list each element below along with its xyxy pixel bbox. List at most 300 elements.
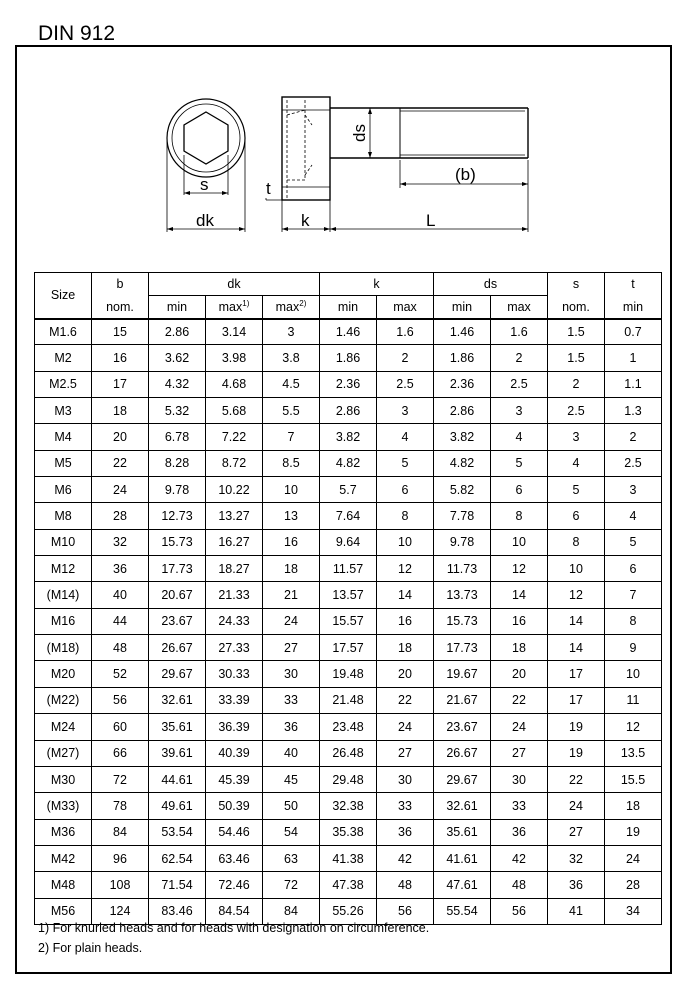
document-title: DIN 912 xyxy=(38,22,116,45)
value-cell: 16.27 xyxy=(206,529,263,555)
value-cell: 21.48 xyxy=(320,687,377,713)
value-cell: 3 xyxy=(548,424,605,450)
value-cell: 27.33 xyxy=(206,635,263,661)
value-cell: 36 xyxy=(377,819,434,845)
value-cell: 18 xyxy=(263,556,320,582)
table-row xyxy=(35,450,662,476)
value-cell: 5 xyxy=(491,450,548,476)
value-cell: 24 xyxy=(92,477,149,503)
value-cell: 1.86 xyxy=(434,345,491,371)
value-cell: 47.61 xyxy=(434,872,491,898)
value-cell: 1.46 xyxy=(434,319,491,345)
value-cell: 4 xyxy=(491,424,548,450)
value-cell: 36 xyxy=(92,556,149,582)
table-body xyxy=(35,319,662,925)
value-cell: 21.67 xyxy=(434,687,491,713)
dim-label-s: s xyxy=(200,175,209,194)
size-cell: (M33) xyxy=(35,793,92,819)
value-cell: 26.67 xyxy=(434,740,491,766)
value-cell: 15 xyxy=(92,319,149,345)
value-cell: 10 xyxy=(548,556,605,582)
value-cell: 41.38 xyxy=(320,845,377,871)
value-cell: 84 xyxy=(263,898,320,924)
value-cell: 5.32 xyxy=(149,398,206,424)
value-cell: 29.67 xyxy=(434,766,491,792)
footnote-1: 1) For knurled heads and for heads with designation on circumference. xyxy=(38,921,430,935)
value-cell: 33 xyxy=(491,793,548,819)
dim-label-dk: dk xyxy=(196,211,214,230)
size-cell: (M18) xyxy=(35,635,92,661)
value-cell: 50 xyxy=(263,793,320,819)
value-cell: 10 xyxy=(377,529,434,555)
value-cell: 36 xyxy=(263,714,320,740)
size-cell: M36 xyxy=(35,819,92,845)
value-cell: 63.46 xyxy=(206,845,263,871)
dim-label-k: k xyxy=(301,211,310,230)
value-cell: 7 xyxy=(263,424,320,450)
value-cell: 3.82 xyxy=(434,424,491,450)
size-cell: M6 xyxy=(35,477,92,503)
value-cell: 13 xyxy=(263,503,320,529)
table-row xyxy=(35,687,662,713)
value-cell: 78 xyxy=(92,793,149,819)
dim-label-ds: ds xyxy=(350,124,369,142)
value-cell: 32.61 xyxy=(434,793,491,819)
value-cell: 6 xyxy=(377,477,434,503)
value-cell: 71.54 xyxy=(149,872,206,898)
value-cell: 14 xyxy=(377,582,434,608)
value-cell: 4 xyxy=(605,503,662,529)
value-cell: 24 xyxy=(605,845,662,871)
size-cell: M8 xyxy=(35,503,92,529)
size-cell: M42 xyxy=(35,845,92,871)
size-cell: (M14) xyxy=(35,582,92,608)
value-cell: 62.54 xyxy=(149,845,206,871)
subheader-ds-max: max xyxy=(491,296,548,319)
value-cell: 124 xyxy=(92,898,149,924)
size-cell: M3 xyxy=(35,398,92,424)
value-cell: 36.39 xyxy=(206,714,263,740)
value-cell: 44 xyxy=(92,608,149,634)
value-cell: 12 xyxy=(548,582,605,608)
table-row xyxy=(35,398,662,424)
value-cell: 14 xyxy=(548,608,605,634)
value-cell: 23.48 xyxy=(320,714,377,740)
value-cell: 9 xyxy=(605,635,662,661)
table-row xyxy=(35,872,662,898)
value-cell: 1.3 xyxy=(605,398,662,424)
value-cell: 1.46 xyxy=(320,319,377,345)
value-cell: 2.36 xyxy=(320,371,377,397)
value-cell: 10.22 xyxy=(206,477,263,503)
table-row xyxy=(35,477,662,503)
value-cell: 22 xyxy=(491,687,548,713)
value-cell: 55.54 xyxy=(434,898,491,924)
value-cell: 35.38 xyxy=(320,819,377,845)
value-cell: 5.68 xyxy=(206,398,263,424)
value-cell: 48 xyxy=(92,635,149,661)
bolt-technical-drawing xyxy=(0,0,691,270)
table-row xyxy=(35,819,662,845)
value-cell: 16 xyxy=(491,608,548,634)
value-cell: 13.73 xyxy=(434,582,491,608)
header-ds: ds xyxy=(434,273,548,296)
value-cell: 4 xyxy=(548,450,605,476)
value-cell: 13.57 xyxy=(320,582,377,608)
size-cell: M48 xyxy=(35,872,92,898)
size-cell: M5 xyxy=(35,450,92,476)
size-cell: M2.5 xyxy=(35,371,92,397)
value-cell: 18.27 xyxy=(206,556,263,582)
value-cell: 84.54 xyxy=(206,898,263,924)
value-cell: 35.61 xyxy=(434,819,491,845)
table-row xyxy=(35,371,662,397)
value-cell: 45 xyxy=(263,766,320,792)
value-cell: 49.61 xyxy=(149,793,206,819)
value-cell: 66 xyxy=(92,740,149,766)
subheader-b-nom: nom. xyxy=(92,296,149,319)
value-cell: 19 xyxy=(548,740,605,766)
table-row xyxy=(35,424,662,450)
value-cell: 4.68 xyxy=(206,371,263,397)
value-cell: 45.39 xyxy=(206,766,263,792)
head-end-view xyxy=(167,99,245,177)
value-cell: 2 xyxy=(605,424,662,450)
value-cell: 24 xyxy=(377,714,434,740)
value-cell: 16 xyxy=(377,608,434,634)
value-cell: 33 xyxy=(377,793,434,819)
value-cell: 40.39 xyxy=(206,740,263,766)
value-cell: 5.7 xyxy=(320,477,377,503)
value-cell: 1 xyxy=(605,345,662,371)
value-cell: 55.26 xyxy=(320,898,377,924)
value-cell: 24 xyxy=(263,608,320,634)
size-cell: M16 xyxy=(35,608,92,634)
value-cell: 72.46 xyxy=(206,872,263,898)
value-cell: 21 xyxy=(263,582,320,608)
value-cell: 13.27 xyxy=(206,503,263,529)
value-cell: 7.22 xyxy=(206,424,263,450)
value-cell: 28 xyxy=(92,503,149,529)
bolt-head-side xyxy=(282,97,330,200)
value-cell: 3.82 xyxy=(320,424,377,450)
value-cell: 32.61 xyxy=(149,687,206,713)
dim-label-b: (b) xyxy=(455,165,476,184)
table-row xyxy=(35,766,662,792)
value-cell: 18 xyxy=(605,793,662,819)
value-cell: 19 xyxy=(548,714,605,740)
value-cell: 27 xyxy=(548,819,605,845)
value-cell: 48 xyxy=(491,872,548,898)
size-cell: M24 xyxy=(35,714,92,740)
value-cell: 9.78 xyxy=(434,529,491,555)
value-cell: 28 xyxy=(605,872,662,898)
size-cell: M2 xyxy=(35,345,92,371)
value-cell: 14 xyxy=(548,635,605,661)
value-cell: 17 xyxy=(92,371,149,397)
value-cell: 10 xyxy=(605,661,662,687)
value-cell: 27 xyxy=(377,740,434,766)
subheader-t-min: min xyxy=(605,296,662,319)
value-cell: 15.5 xyxy=(605,766,662,792)
value-cell: 7 xyxy=(605,582,662,608)
value-cell: 40 xyxy=(263,740,320,766)
value-cell: 41.61 xyxy=(434,845,491,871)
value-cell: 56 xyxy=(92,687,149,713)
value-cell: 60 xyxy=(92,714,149,740)
value-cell: 6 xyxy=(548,503,605,529)
table-row xyxy=(35,582,662,608)
table-row xyxy=(35,793,662,819)
value-cell: 26.48 xyxy=(320,740,377,766)
value-cell: 30 xyxy=(263,661,320,687)
size-cell: M1.6 xyxy=(35,319,92,345)
value-cell: 27 xyxy=(263,635,320,661)
value-cell: 22 xyxy=(92,450,149,476)
value-cell: 56 xyxy=(491,898,548,924)
value-cell: 4.82 xyxy=(320,450,377,476)
value-cell: 5.82 xyxy=(434,477,491,503)
table-row xyxy=(35,608,662,634)
value-cell: 11.73 xyxy=(434,556,491,582)
value-cell: 6 xyxy=(605,556,662,582)
size-cell: (M27) xyxy=(35,740,92,766)
value-cell: 13.5 xyxy=(605,740,662,766)
value-cell: 8 xyxy=(548,529,605,555)
value-cell: 33 xyxy=(263,687,320,713)
value-cell: 53.54 xyxy=(149,819,206,845)
header-s: s xyxy=(548,273,605,296)
value-cell: 12 xyxy=(377,556,434,582)
value-cell: 32 xyxy=(92,529,149,555)
dimensions-table xyxy=(34,272,662,925)
value-cell: 34 xyxy=(605,898,662,924)
value-cell: 39.61 xyxy=(149,740,206,766)
value-cell: 40 xyxy=(92,582,149,608)
value-cell: 56 xyxy=(377,898,434,924)
value-cell: 7.78 xyxy=(434,503,491,529)
value-cell: 7.64 xyxy=(320,503,377,529)
value-cell: 1.5 xyxy=(548,345,605,371)
size-cell: (M22) xyxy=(35,687,92,713)
value-cell: 8 xyxy=(605,608,662,634)
value-cell: 10 xyxy=(263,477,320,503)
value-cell: 3 xyxy=(605,477,662,503)
subheader-dk-max2: $\max^{2)}$ xyxy=(263,296,320,319)
subheader-dk-max1: $\max^{1)}$ xyxy=(206,296,263,319)
value-cell: 8.72 xyxy=(206,450,263,476)
value-cell: 36 xyxy=(491,819,548,845)
size-cell: M4 xyxy=(35,424,92,450)
value-cell: 5.5 xyxy=(263,398,320,424)
value-cell: 20 xyxy=(92,424,149,450)
subheader-dk-min: min xyxy=(149,296,206,319)
value-cell: 4.32 xyxy=(149,371,206,397)
value-cell: 108 xyxy=(92,872,149,898)
value-cell: 1.6 xyxy=(377,319,434,345)
value-cell: 14 xyxy=(491,582,548,608)
value-cell: 3.14 xyxy=(206,319,263,345)
value-cell: 17.73 xyxy=(149,556,206,582)
value-cell: 50.39 xyxy=(206,793,263,819)
value-cell: 4 xyxy=(377,424,434,450)
value-cell: 17 xyxy=(548,661,605,687)
value-cell: 2.5 xyxy=(548,398,605,424)
value-cell: 16 xyxy=(263,529,320,555)
value-cell: 36 xyxy=(548,872,605,898)
header-b: b xyxy=(92,273,149,296)
value-cell: 96 xyxy=(92,845,149,871)
value-cell: 2.5 xyxy=(491,371,548,397)
table-row xyxy=(35,740,662,766)
value-cell: 4.5 xyxy=(263,371,320,397)
value-cell: 33.39 xyxy=(206,687,263,713)
value-cell: 2.5 xyxy=(605,450,662,476)
value-cell: 30 xyxy=(377,766,434,792)
value-cell: 72 xyxy=(92,766,149,792)
value-cell: 84 xyxy=(92,819,149,845)
value-cell: 12 xyxy=(605,714,662,740)
value-cell: 6 xyxy=(491,477,548,503)
value-cell: 3 xyxy=(377,398,434,424)
value-cell: 19 xyxy=(605,819,662,845)
value-cell: 2.5 xyxy=(377,371,434,397)
value-cell: 54.46 xyxy=(206,819,263,845)
value-cell: 17 xyxy=(548,687,605,713)
value-cell: 12.73 xyxy=(149,503,206,529)
size-cell: M30 xyxy=(35,766,92,792)
value-cell: 41 xyxy=(548,898,605,924)
table-row xyxy=(35,714,662,740)
footnote-2: 2) For plain heads. xyxy=(38,941,143,955)
value-cell: 54 xyxy=(263,819,320,845)
size-cell: M56 xyxy=(35,898,92,924)
value-cell: 8.5 xyxy=(263,450,320,476)
value-cell: 20 xyxy=(491,661,548,687)
subheader-k-min: min xyxy=(320,296,377,319)
value-cell: 83.46 xyxy=(149,898,206,924)
table-row xyxy=(35,319,662,345)
value-cell: 15.73 xyxy=(434,608,491,634)
value-cell: 10 xyxy=(491,529,548,555)
value-cell: 32 xyxy=(548,845,605,871)
header-size: Size xyxy=(35,273,92,319)
value-cell: 18 xyxy=(377,635,434,661)
value-cell: 2 xyxy=(548,371,605,397)
value-cell: 5 xyxy=(605,529,662,555)
value-cell: 2.36 xyxy=(434,371,491,397)
value-cell: 18 xyxy=(92,398,149,424)
value-cell: 0.7 xyxy=(605,319,662,345)
table-row xyxy=(35,635,662,661)
value-cell: 6.78 xyxy=(149,424,206,450)
header-dk: dk xyxy=(149,273,320,296)
value-cell: 19.67 xyxy=(434,661,491,687)
value-cell: 1.5 xyxy=(548,319,605,345)
value-cell: 1.6 xyxy=(491,319,548,345)
value-cell: 3.62 xyxy=(149,345,206,371)
value-cell: 48 xyxy=(377,872,434,898)
value-cell: 15.73 xyxy=(149,529,206,555)
value-cell: 24 xyxy=(548,793,605,819)
value-cell: 15.57 xyxy=(320,608,377,634)
size-cell: M20 xyxy=(35,661,92,687)
value-cell: 17.57 xyxy=(320,635,377,661)
table-row xyxy=(35,345,662,371)
size-cell: M10 xyxy=(35,529,92,555)
value-cell: 9.64 xyxy=(320,529,377,555)
size-cell: M12 xyxy=(35,556,92,582)
value-cell: 2.86 xyxy=(320,398,377,424)
value-cell: 20 xyxy=(377,661,434,687)
value-cell: 21.33 xyxy=(206,582,263,608)
value-cell: 12 xyxy=(491,556,548,582)
value-cell: 42 xyxy=(377,845,434,871)
value-cell: 63 xyxy=(263,845,320,871)
value-cell: 23.67 xyxy=(434,714,491,740)
value-cell: 19.48 xyxy=(320,661,377,687)
dim-label-L: L xyxy=(426,211,436,230)
value-cell: 22 xyxy=(548,766,605,792)
value-cell: 26.67 xyxy=(149,635,206,661)
value-cell: 22 xyxy=(377,687,434,713)
value-cell: 4.82 xyxy=(434,450,491,476)
value-cell: 27 xyxy=(491,740,548,766)
value-cell: 17.73 xyxy=(434,635,491,661)
value-cell: 11 xyxy=(605,687,662,713)
value-cell: 5 xyxy=(377,450,434,476)
value-cell: 8 xyxy=(377,503,434,529)
table-row xyxy=(35,503,662,529)
value-cell: 5 xyxy=(548,477,605,503)
header-k: k xyxy=(320,273,434,296)
hex-socket-icon xyxy=(184,112,228,164)
value-cell: 2.86 xyxy=(434,398,491,424)
value-cell: 8 xyxy=(491,503,548,529)
dim-label-t: t xyxy=(266,179,271,198)
value-cell: 18 xyxy=(491,635,548,661)
value-cell: 1.1 xyxy=(605,371,662,397)
subheader-ds-min: min xyxy=(434,296,491,319)
value-cell: 3 xyxy=(263,319,320,345)
value-cell: 30.33 xyxy=(206,661,263,687)
value-cell: 8.28 xyxy=(149,450,206,476)
value-cell: 3.98 xyxy=(206,345,263,371)
value-cell: 20.67 xyxy=(149,582,206,608)
value-cell: 3.8 xyxy=(263,345,320,371)
value-cell: 24 xyxy=(491,714,548,740)
value-cell: 23.67 xyxy=(149,608,206,634)
value-cell: 29.67 xyxy=(149,661,206,687)
table-row xyxy=(35,845,662,871)
table-row xyxy=(35,529,662,555)
value-cell: 2 xyxy=(491,345,548,371)
table-row xyxy=(35,556,662,582)
value-cell: 9.78 xyxy=(149,477,206,503)
value-cell: 32.38 xyxy=(320,793,377,819)
value-cell: 24.33 xyxy=(206,608,263,634)
value-cell: 52 xyxy=(92,661,149,687)
subheader-s-nom: nom. xyxy=(548,296,605,319)
value-cell: 2.86 xyxy=(149,319,206,345)
subheader-k-max: max xyxy=(377,296,434,319)
value-cell: 35.61 xyxy=(149,714,206,740)
value-cell: 16 xyxy=(92,345,149,371)
value-cell: 3 xyxy=(491,398,548,424)
value-cell: 47.38 xyxy=(320,872,377,898)
table-row xyxy=(35,661,662,687)
value-cell: 2 xyxy=(377,345,434,371)
